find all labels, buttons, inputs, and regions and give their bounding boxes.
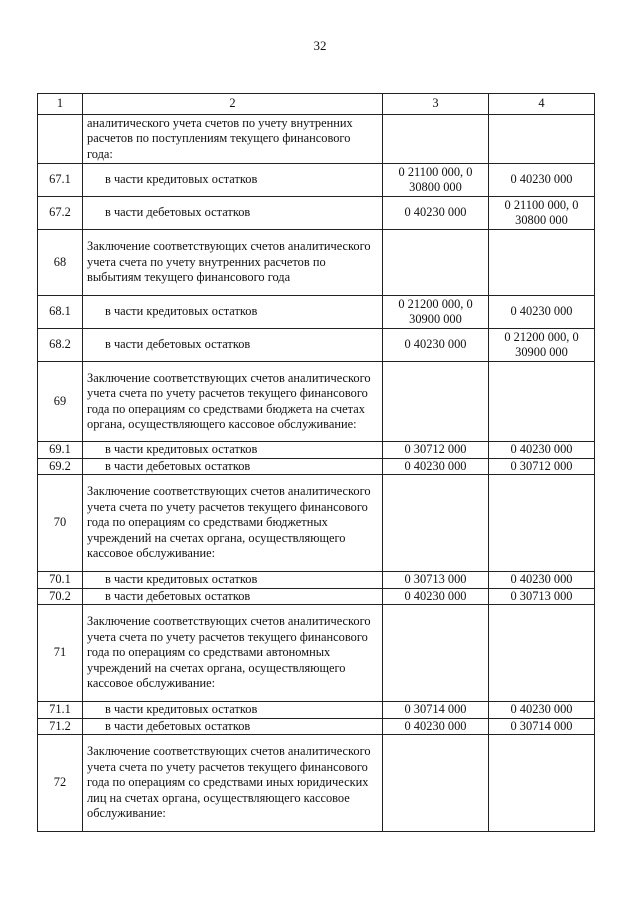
row-debit: 0 40230 000 — [383, 588, 489, 605]
row-description: в части кредитовых остатков — [83, 164, 383, 197]
row-debit — [383, 115, 489, 164]
table-row — [38, 735, 595, 832]
row-debit: 0 40230 000 — [383, 329, 489, 362]
row-credit: 0 40230 000 — [489, 296, 595, 329]
row-number: 70.2 — [38, 588, 83, 605]
row-credit — [489, 605, 595, 702]
row-debit: 0 21200 000, 0 30900 000 — [383, 296, 489, 329]
table-row — [38, 718, 595, 735]
row-number: 71 — [38, 605, 83, 702]
table-header-row — [38, 94, 595, 115]
row-credit — [489, 362, 595, 442]
header-col-2: 2 — [83, 94, 383, 115]
header-col-4: 4 — [489, 94, 595, 115]
row-credit: 0 30714 000 — [489, 718, 595, 735]
row-description: Заключение соответствующих счетов аналитического учета счета по учету внутренних расчетов по выбытиям текущего финансового года — [83, 230, 383, 296]
row-debit — [383, 605, 489, 702]
row-credit: 0 30712 000 — [489, 458, 595, 475]
table-row — [38, 115, 595, 164]
row-credit: 0 21200 000, 0 30900 000 — [489, 329, 595, 362]
table-row — [38, 296, 595, 329]
header-col-1: 1 — [38, 94, 83, 115]
accounts-table — [37, 93, 595, 832]
row-description: в части кредитовых остатков — [83, 572, 383, 589]
row-debit: 0 21100 000, 0 30800 000 — [383, 164, 489, 197]
row-number: 71.2 — [38, 718, 83, 735]
row-description: Заключение соответствующих счетов аналитического учета счета по учету расчетов текущего финансового года по операциям со средствами бюджета на счетах органа, осуществляющего кассовое обслуживание: — [83, 362, 383, 442]
row-number: 70 — [38, 475, 83, 572]
table-row — [38, 702, 595, 719]
row-credit: 0 40230 000 — [489, 572, 595, 589]
row-debit: 0 30713 000 — [383, 572, 489, 589]
row-credit: 0 21100 000, 0 30800 000 — [489, 197, 595, 230]
page-number: 32 — [313, 38, 327, 53]
row-number: 69 — [38, 362, 83, 442]
row-number: 69.1 — [38, 442, 83, 459]
row-number: 68.2 — [38, 329, 83, 362]
row-description: Заключение соответствующих счетов аналитического учета счета по учету расчетов текущего финансового года по операциям со средствами бюджетных учреждений на счетах органа, осуществляющего кассовое обслуживание: — [83, 475, 383, 572]
row-number: 72 — [38, 735, 83, 832]
row-description: аналитического учета счетов по учету внутренних расчетов по поступлениям текущего финансового года: — [83, 115, 383, 164]
row-description: в части дебетовых остатков — [83, 329, 383, 362]
table-row — [38, 362, 595, 442]
row-debit: 0 40230 000 — [383, 718, 489, 735]
table-row — [38, 572, 595, 589]
row-credit: 0 40230 000 — [489, 164, 595, 197]
row-description: в части кредитовых остатков — [83, 702, 383, 719]
table-row — [38, 605, 595, 702]
row-credit — [489, 735, 595, 832]
row-number: 69.2 — [38, 458, 83, 475]
row-debit — [383, 362, 489, 442]
row-credit: 0 40230 000 — [489, 442, 595, 459]
row-debit: 0 40230 000 — [383, 197, 489, 230]
row-credit: 0 40230 000 — [489, 702, 595, 719]
row-debit — [383, 475, 489, 572]
row-credit — [489, 230, 595, 296]
row-number: 71.1 — [38, 702, 83, 719]
row-description: в части дебетовых остатков — [83, 197, 383, 230]
row-debit: 0 40230 000 — [383, 458, 489, 475]
row-description: в части дебетовых остатков — [83, 718, 383, 735]
row-description: в части дебетовых остатков — [83, 588, 383, 605]
row-number: 67.2 — [38, 197, 83, 230]
row-credit: 0 30713 000 — [489, 588, 595, 605]
row-number: 68.1 — [38, 296, 83, 329]
row-credit — [489, 115, 595, 164]
row-description: в части кредитовых остатков — [83, 296, 383, 329]
row-description: в части дебетовых остатков — [83, 458, 383, 475]
row-debit — [383, 735, 489, 832]
row-number: 70.1 — [38, 572, 83, 589]
row-number: 67.1 — [38, 164, 83, 197]
table-row — [38, 458, 595, 475]
row-debit — [383, 230, 489, 296]
row-debit: 0 30712 000 — [383, 442, 489, 459]
row-description: Заключение соответствующих счетов аналитического учета счета по учету расчетов текущего финансового года по операциям со средствами автономных учреждений на счетах органа, осуществляющего кассовое обслуживание: — [83, 605, 383, 702]
table-row — [38, 442, 595, 459]
row-debit: 0 30714 000 — [383, 702, 489, 719]
row-number: 68 — [38, 230, 83, 296]
table-row — [38, 197, 595, 230]
row-description: в части кредитовых остатков — [83, 442, 383, 459]
table-row — [38, 475, 595, 572]
table-row — [38, 588, 595, 605]
row-description: Заключение соответствующих счетов аналитического учета счета по учету расчетов текущего финансового года по операциям со средствами иных юридических лиц на счетах органа, осуществляющего кассовое обслуживание: — [83, 735, 383, 832]
row-credit — [489, 475, 595, 572]
table-row — [38, 164, 595, 197]
header-col-3: 3 — [383, 94, 489, 115]
row-number — [38, 115, 83, 164]
table-row — [38, 230, 595, 296]
table-row — [38, 329, 595, 362]
